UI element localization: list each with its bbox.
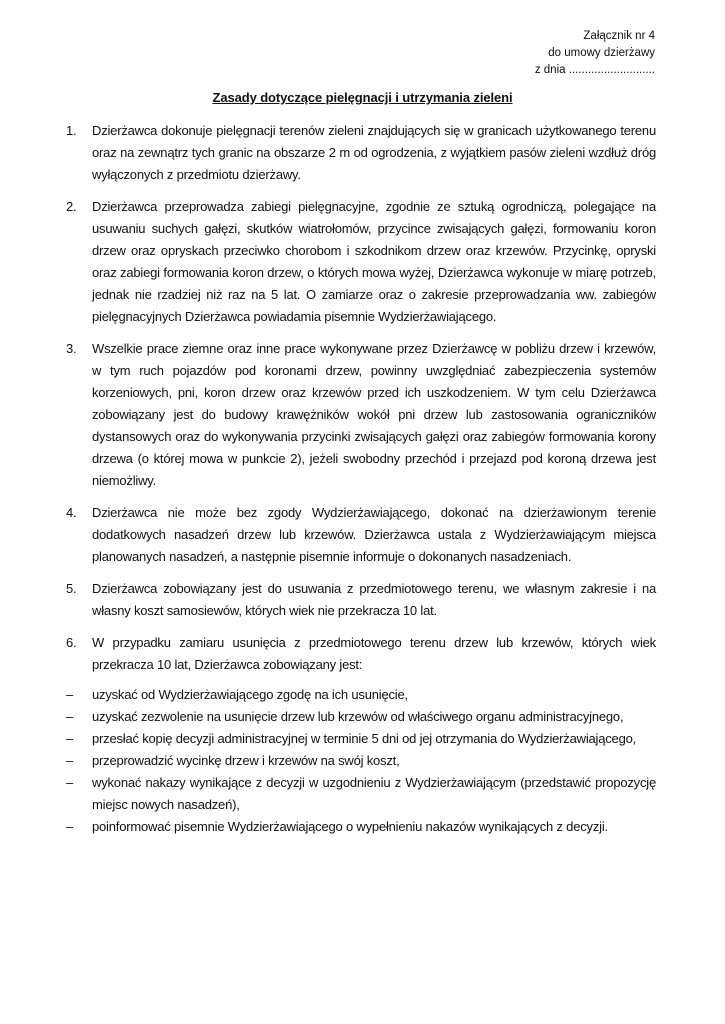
dash-list-item (66, 728, 656, 750)
dash-item-text: uzyskać od Wydzierżawiającego zgodę na ich usunięcie, (92, 687, 408, 702)
dash-list-item (66, 706, 656, 728)
dash-list-item (66, 772, 656, 816)
item-number: 3. (66, 341, 77, 356)
dash-item-text: uzyskać zezwolenie na usunięcie drzew lub krzewów od właściwego organu administracyjnego, (92, 709, 624, 724)
item-number: 4. (66, 505, 77, 520)
dash-list-item (66, 684, 656, 706)
list-item-2 (66, 196, 656, 328)
annex-header (535, 28, 655, 79)
item-text: Dzierżawca dokonuje pielęgnacji terenów zieleni znajdujących się w granicach użytkowanego terenu oraz na zewnątrz tych granic na obszarze 2 m od ogrodzenia, z wyjątkiem pasów zieleni wzdłuż dróg wyłączonych z przedmiotu dzierżawy. (92, 123, 656, 182)
dash-marker: – (66, 687, 74, 702)
annex-contract-ref: do umowy dzierżawy (548, 47, 655, 59)
list-item-1 (66, 120, 656, 186)
dash-marker: – (66, 731, 74, 746)
dash-list-item (66, 816, 656, 838)
numbered-list (66, 120, 656, 848)
item-number: 2. (66, 199, 77, 214)
annex-number: Załącznik nr 4 (583, 30, 655, 42)
item-text: Dzierżawca przeprowadza zabiegi pielęgnacyjne, zgodnie ze sztuką ogrodniczą, polegające na usuwaniu suchych gałęzi, skutków wiatrołomów, przycince zwisających gałęzi, formowaniu koron drzew oraz opryskach przeciwko chorobom i szkodnikom drzew oraz krzewów. Przycinkę, opryski oraz zabiegi formowania koron drzew, o których mowa wyżej, Dzierżawca wykonuje w miarę potrzeb, jednak nie rzadziej niż raz na 5 lat. O zamiarze oraz o zakresie przeprowadzania ww. zabiegów pielęgnacyjnych Dzierżawca powiadamia pisemnie Wydzierżawiającego. (92, 199, 656, 324)
dash-marker: – (66, 753, 74, 768)
dash-item-text: wykonać nakazy wynikające z decyzji w uzgodnieniu z Wydzierżawiającym (przedstawić propozycję miejsc nowych nasadzeń), (92, 775, 656, 812)
dash-item-text: przeprowadzić wycinkę drzew i krzewów na swój koszt, (92, 753, 400, 768)
item-text: Dzierżawca zobowiązany jest do usuwania z przedmiotowego terenu, we własnym zakresie i na własny koszt samosiewów, których wiek nie przekracza 10 lat. (92, 581, 656, 618)
list-item-4 (66, 502, 656, 568)
dash-marker: – (66, 709, 74, 724)
dash-list (66, 684, 656, 838)
dash-item-text: przesłać kopię decyzji administracyjnej w terminie 5 dni od jej otrzymania do Wydzierżawiającego, (92, 731, 637, 746)
list-item-6 (66, 632, 656, 838)
document-title: Zasady dotyczące pielęgnacji i utrzymania zieleni (212, 90, 513, 105)
item-text: Dzierżawca nie może bez zgody Wydzierżawiającego, dokonać na dzierżawionym terenie dodatkowych nasadzeń drzew lub krzewów. Dzierżawca ustala z Wydzierżawiającym miejsca planowanych nasadzeń, a następnie pisemnie informuje o dokonanych nasadzeniach. (92, 505, 656, 564)
list-item-3 (66, 338, 656, 492)
annex-date: z dnia ........................... (534, 64, 655, 76)
item-text-with-sublist (66, 632, 656, 838)
item-text: Wszelkie prace ziemne oraz inne prace wykonywane przez Dzierżawcę w pobliżu drzew i krzewów, w tym ruch pojazdów pod koronami drzew, powinny uwzględniać zabezpieczenia systemów korzeniowych, pni, koron drzew oraz krzewów przed ich uszkodzeniem. W tym celu Dzierżawca zobowiązany jest do budowy krawężników wokół pni drzew lub zastosowania ograniczników dystansowych oraz do wykonywania przycinki zwisających gałęzi oraz zabiegów formowania korony drzewa (o której mowa w punkcie 2), jeżeli swobodny przechód i przejazd pod koroną drzewa jest niemożliwy. (92, 341, 656, 488)
item-number: 1. (66, 123, 77, 138)
item-number: 5. (66, 581, 77, 596)
item-text: W przypadku zamiaru usunięcia z przedmiotowego terenu drzew lub krzewów, których wiek przekracza 10 lat, Dzierżawca zobowiązany jest: (92, 635, 656, 672)
list-item-5 (66, 578, 656, 622)
dash-item-text: poinformować pisemnie Wydzierżawiającego o wypełnieniu nakazów wynikających z decyzji. (92, 819, 608, 834)
dash-list-item (66, 750, 656, 772)
dash-marker: – (66, 775, 74, 790)
dash-marker: – (66, 819, 74, 834)
item-number: 6. (66, 635, 77, 650)
